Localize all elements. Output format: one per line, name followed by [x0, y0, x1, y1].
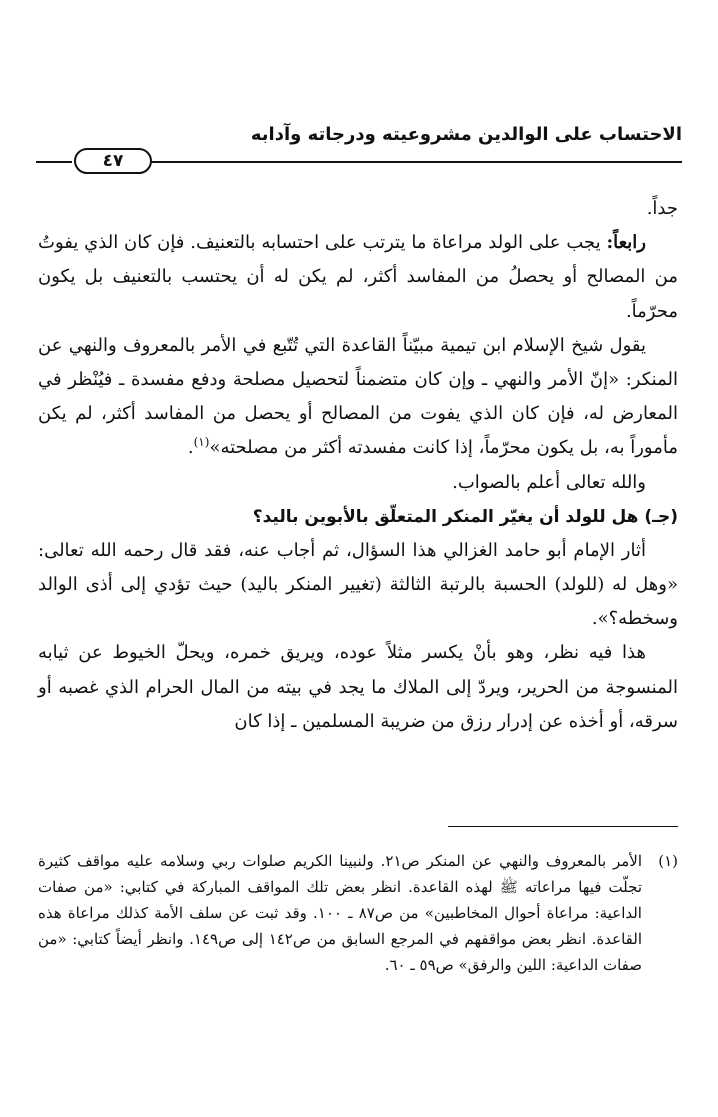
header-rule-left	[36, 161, 72, 163]
footnote	[38, 848, 678, 978]
section-heading: (جـ) هل للولد أن يغيّر المنكر المتعلّق بالأبوين باليد؟	[252, 506, 678, 527]
footnote-separator	[448, 826, 678, 827]
paragraph-1: جداً.	[646, 198, 678, 219]
footnote-ref: (١)	[193, 435, 210, 450]
running-title: الاحتساب على الوالدين مشروعيته ودرجاته وآدابه	[250, 124, 682, 145]
header-rule-right	[152, 161, 682, 163]
paragraph-3-end: .	[187, 437, 194, 459]
footnote-number: (١)	[658, 852, 678, 870]
paragraph-3-text: يقول شيخ الإسلام ابن تيمية مبيّناً القاعدة التي تُتّبع في الأمر بالمعروف والنهي عن المنكر: «إنّ الأمر والنهي ـ وإن كان متضمناً لتحصيل مصلحة ودفع مفسدة ـ فيُنْظر في المعارض له، فإن كان الذي يفوت من المصالح أو يحصل من المفاسد أكثر، لم يكن مأموراً به، بل يكون محرّماً، إذا كانت مفسدته أكثر من مصلحته»	[38, 334, 678, 459]
paragraph-2	[38, 226, 678, 329]
paragraph-4: والله تعالى أعلم بالصواب.	[452, 471, 646, 493]
header-rule	[36, 148, 682, 176]
footnote-text: الأمر بالمعروف والنهي عن المنكر ص٢١. ولنبينا الكريم صلوات ربي وسلامه عليه مواقف كثيرة تجلّت فيها مراعاته ﷺ لهذه القاعدة. انظر بعض تلك المواقف المباركة في كتابي: «من صفات الداعية: مراعاة أحوال المخاطبين» من ص٨٧ ـ ١٠٠. وقد ثبت عن سلف الأمة كذلك مراعاة هذه القاعدة. انظر بعض مواقفهم في المرجع السابق من ص١٤٢ إلى ص١٤٩. وانظر أيضاً كتابي: «من صفات الداعية: اللين والرفق» ص٥٩ ـ ٦٠.	[38, 852, 643, 974]
paragraph-2-lead: رابعاً:	[606, 232, 646, 254]
paragraph-2-text: يجب على الولد مراعاة ما يترتب على احتسابه بالتعنيف. فإن كان الذي يفوتُ من المصالح أو يحصلُ من المفاسد أكثر، لم يكن له أن يحتسب بالتعنيف بل يكون محرّماً.	[38, 232, 678, 322]
main-text	[38, 192, 678, 739]
page-number: ٤٧	[74, 148, 152, 174]
paragraph-6: هذا فيه نظر، وهو بأنْ يكسر مثلاً عوده، ويريق خمره، ويحلّ الخيوط عن ثيابه المنسوجة من الحرير، ويردّ إلى الملاك ما يجد في بيته من المال الحرام الذي غصبه أو سرقه، أو أخذه عن إدرار رزق من ضريبة المسلمين ـ إذا كان	[38, 642, 678, 732]
paragraph-5: أثار الإمام أبو حامد الغزالي هذا السؤال، ثم أجاب عنه، فقد قال رحمه الله تعالى: «وهل له (للولد) الحسبة بالرتبة الثالثة (تغيير المنكر باليد) حيث تؤدي إلى أذى الوالد وسخطه؟».	[38, 539, 678, 630]
paragraph-3	[38, 329, 678, 466]
